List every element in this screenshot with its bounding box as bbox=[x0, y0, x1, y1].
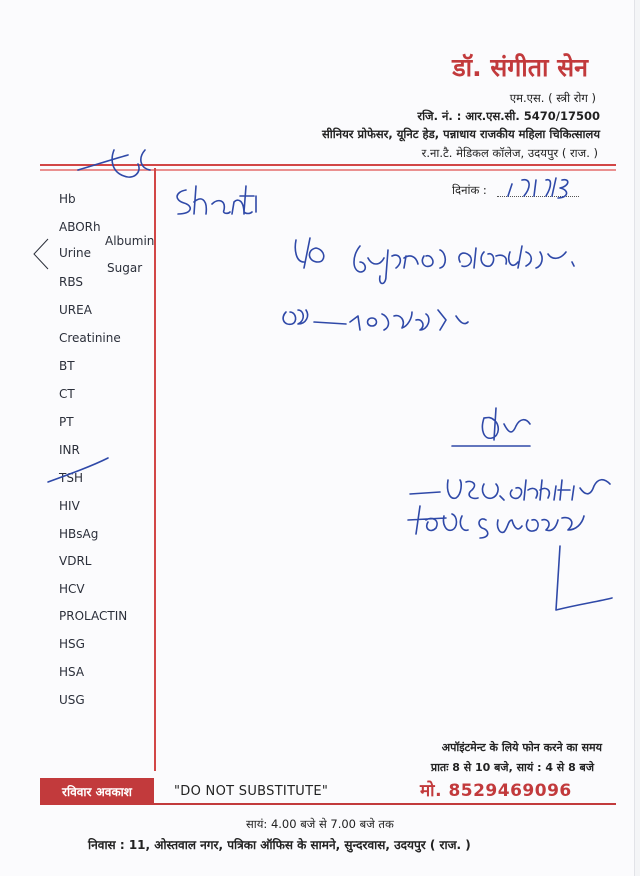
test-tsh: TSH bbox=[59, 471, 83, 485]
test-ct: CT bbox=[59, 387, 75, 401]
date-dotted-line bbox=[497, 196, 579, 197]
test-urea: UREA bbox=[59, 303, 92, 317]
sunday-holiday-badge: रविवार अवकाश bbox=[40, 778, 154, 804]
sidebar-divider bbox=[154, 168, 156, 771]
designation: सीनियर प्रोफेसर, यूनिट हेड, पन्नाधाय राजकीय महिला चिकित्सालय bbox=[321, 127, 600, 141]
test-usg: USG bbox=[59, 693, 85, 707]
mobile-number: मो. 8529469096 bbox=[420, 781, 572, 801]
test-vdrl: VDRL bbox=[59, 554, 92, 568]
header-divider bbox=[40, 164, 616, 166]
test-creatinine: Creatinine bbox=[59, 331, 121, 345]
test-hcv: HCV bbox=[59, 582, 85, 596]
test-hsa: HSA bbox=[59, 665, 85, 679]
appointment-times: प्रातः 8 से 10 बजे, सायं : 4 से 8 बजे bbox=[430, 761, 594, 774]
test-inr: INR bbox=[59, 443, 80, 457]
test-sugar: Sugar bbox=[107, 261, 143, 275]
urine-brace bbox=[30, 237, 50, 271]
test-hiv: HIV bbox=[59, 499, 80, 513]
test-pt: PT bbox=[59, 415, 74, 429]
test-rbs: RBS bbox=[59, 275, 83, 289]
test-aborh: ABORh bbox=[59, 220, 101, 234]
qualification: एम.एस. ( स्त्री रोग ) bbox=[509, 91, 596, 105]
test-prolactin: PROLACTIN bbox=[59, 609, 128, 623]
footer-divider bbox=[40, 803, 616, 805]
test-hb: Hb bbox=[59, 192, 76, 206]
test-albumin: Albumin bbox=[105, 234, 155, 248]
college: र.ना.टै. मेडिकल कॉलेज, उदयपुर ( राज. ) bbox=[421, 146, 598, 160]
residence-address: निवास : 11, ओस्तवाल नगर, पत्रिका ऑफिस के सामने, सुन्दरवास, उदयपुर ( राज. ) bbox=[88, 838, 471, 852]
do-not-substitute-note: "DO NOT SUBSTITUTE" bbox=[174, 784, 329, 799]
header-divider-thin bbox=[40, 169, 616, 171]
test-hsg: HSG bbox=[59, 637, 85, 651]
registration-number: रजि. नं. : आर.एस.सी. 5470/17500 bbox=[417, 109, 600, 123]
test-bt: BT bbox=[59, 359, 75, 373]
test-hbsag: HBsAg bbox=[59, 527, 99, 541]
date-label: दिनांक : bbox=[452, 183, 487, 197]
appointment-call-time-label: अपॉइंटमेन्ट के लिये फोन करने का समय bbox=[441, 741, 602, 754]
test-urine: Urine bbox=[59, 246, 92, 260]
doctor-name: डॉ. संगीता सेन bbox=[452, 53, 588, 82]
evening-hours: सायं: 4.00 बजे से 7.00 बजे तक bbox=[246, 817, 394, 831]
